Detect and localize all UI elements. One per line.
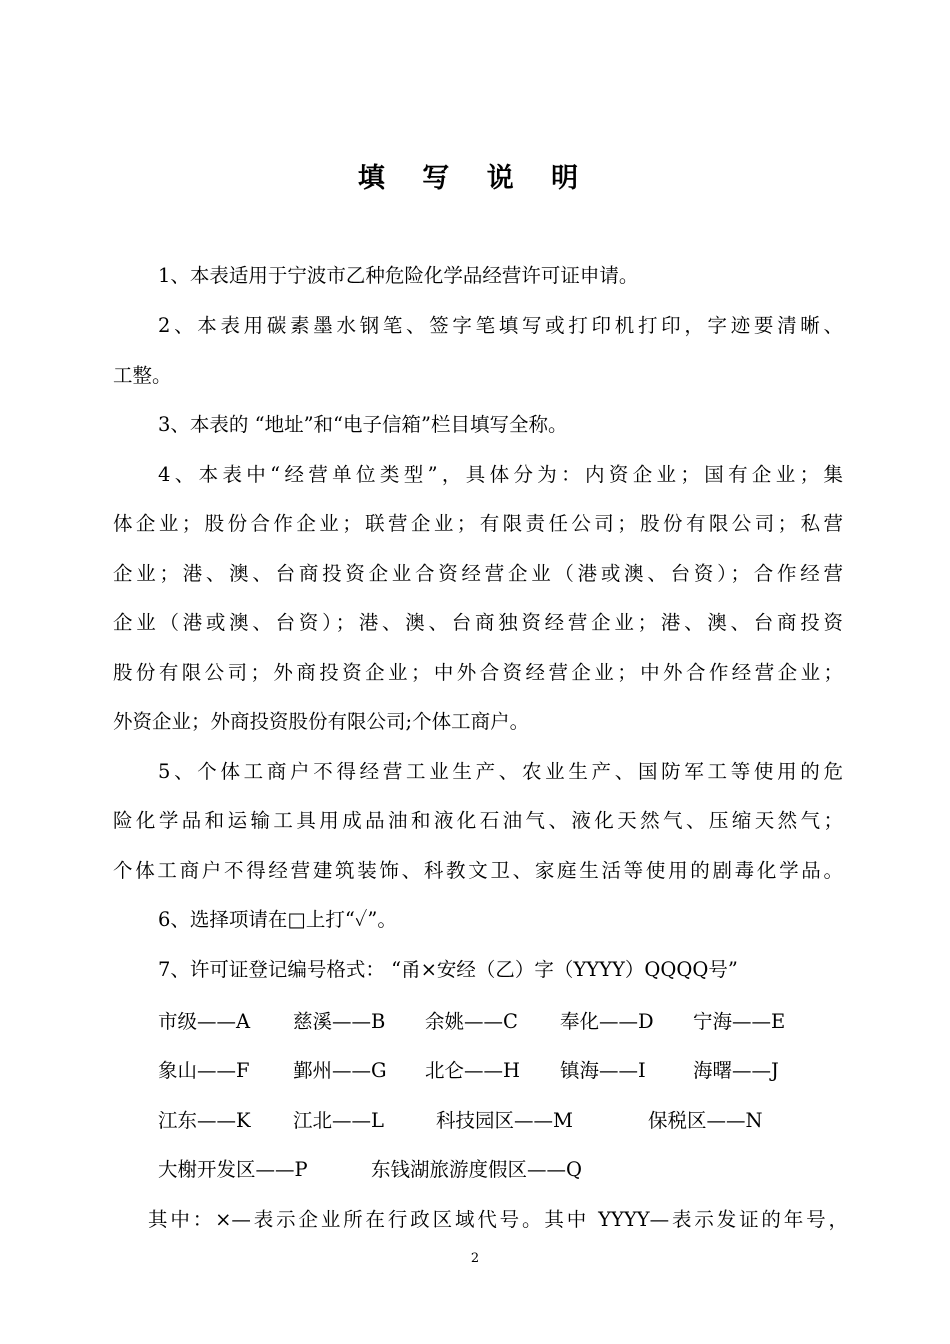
code-item: 镇海——I [560, 1059, 646, 1082]
code-item: 鄞州——G [293, 1059, 387, 1082]
code-item: 科技园区——M [436, 1109, 573, 1132]
note-line: 其中：×—表示企业所在行政区域代号。其中 YYYY—表示发证的年号， [148, 1208, 848, 1231]
instruction-3: 3、本表的 “地址”和“电子信箱”栏目填写全称。 [158, 413, 568, 436]
page-number: 2 [470, 1251, 480, 1266]
code-item: 保税区——N [648, 1109, 763, 1132]
code-item: 东钱湖旅游度假区——Q [371, 1158, 582, 1181]
code-item: 江东——K [158, 1109, 251, 1132]
instruction-4-cont-3: 企业（港或澳、台资）；港、澳、台商独资经营企业；港、澳、台商投资 [113, 611, 843, 634]
code-item: 宁海——E [693, 1010, 786, 1033]
instruction-5-cont-2: 个体工商户不得经营建筑装饰、科教文卫、家庭生活等使用的剧毒化学品。 [113, 859, 843, 882]
code-item: 慈溪——B [293, 1010, 386, 1033]
instruction-1: 1、本表适用于宁波市乙种危险化学品经营许可证申请。 [158, 264, 639, 287]
code-item: 余姚——C [425, 1010, 518, 1033]
instruction-5-cont-1: 险化学品和运输工具用成品油和液化石油气、液化天然气、压缩天然气； [113, 809, 843, 832]
instruction-7: 7、许可证登记编号格式： “甬×安经（乙）字（YYYY）QQQQ号” [158, 958, 738, 981]
code-item: 奉化——D [560, 1010, 654, 1033]
instruction-4-cont-5: 外资企业；外商投资股份有限公司;个体工商户。 [113, 710, 530, 733]
instruction-4-cont-2: 企业；港、澳、台商投资企业合资经营企业（港或澳、台资）；合作经营 [113, 562, 843, 585]
code-item: 江北——L [293, 1109, 384, 1132]
page-title: 填 写 说 明 [357, 163, 593, 194]
instruction-4: 4、本表中“经营单位类型”，具体分为：内资企业；国有企业；集 [158, 463, 843, 486]
instruction-4-cont-4: 股份有限公司；外商投资企业；中外合资经营企业；中外合作经营企业； [113, 661, 843, 684]
instruction-6: 6、选择项请在□上打“✓”。 [158, 908, 397, 931]
instruction-4-cont-1: 体企业；股份合作企业；联营企业；有限责任公司；股份有限公司；私营 [113, 512, 843, 535]
code-item: 市级——A [158, 1010, 251, 1033]
instruction-2: 2、本表用碳素墨水钢笔、签字笔填写或打印机打印，字迹要清晰、 [158, 314, 843, 337]
code-item: 象山——F [158, 1059, 250, 1082]
instruction-5: 5、个体工商户不得经营工业生产、农业生产、国防军工等使用的危 [158, 760, 843, 783]
code-item: 北仑——H [425, 1059, 521, 1082]
code-item: 海曙——J [693, 1059, 779, 1082]
code-item: 大榭开发区——P [158, 1158, 308, 1181]
instruction-2-cont: 工整。 [113, 364, 172, 387]
